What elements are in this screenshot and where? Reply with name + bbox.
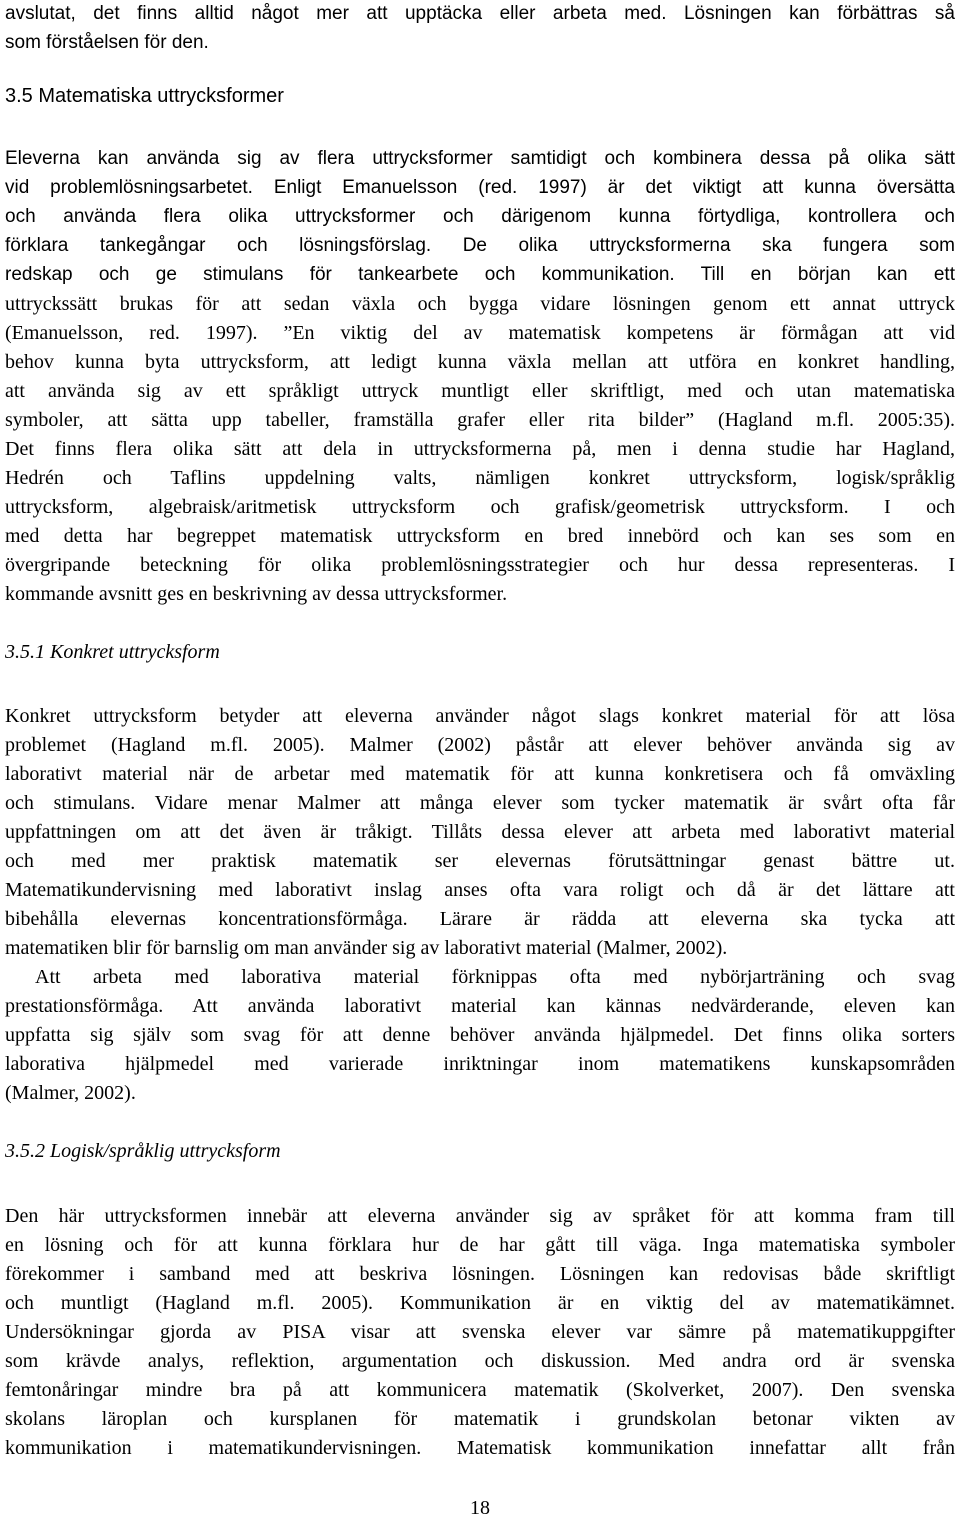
text-line: laborativt material när de arbetar med matematik för att kunna konkretisera och få omväxling xyxy=(5,763,955,785)
text-line: Matematikundervisning med laborativt inslag anses ofta vara roligt och då är det lättare att xyxy=(5,879,955,901)
text-line: uttrycksform, algebraisk/aritmetisk uttrycksform och grafisk/geometrisk uttrycksform. I och xyxy=(5,496,955,518)
text-line: avslutat, det finns alltid något mer att upptäcka eller arbeta med. Lösningen kan förbättras så xyxy=(5,3,955,24)
text-line: kommunikation i matematikundervisningen. Matematisk kommunikation innefattar allt från xyxy=(5,1437,955,1459)
text-line: att använda sig av ett språkligt uttryck muntligt eller skriftligt, med och utan matematiska xyxy=(5,380,955,402)
text-line: Den här uttrycksformen innebär att eleverna använder sig av språket för att komma fram till xyxy=(5,1205,955,1227)
subsection-heading: 3.5.1 Konkret uttrycksform xyxy=(5,641,220,663)
text-line: symboler, att sätta upp tabeller, framställa grafer eller rita bilder” (Hagland m.fl. 2005:35). xyxy=(5,409,955,431)
text-line: Undersökningar gjorda av PISA visar att svenska elever var sämre på matematikuppgifter xyxy=(5,1321,955,1343)
text-line: kommande avsnitt ges en beskrivning av dessa uttrycksformer. xyxy=(5,583,508,605)
text-line: och stimulans. Vidare menar Malmer att många elever som tycker matematik är svårt ofta får xyxy=(5,792,955,814)
text-line: prestationsförmåga. Att använda laborativt material kan kännas nedvärderande, eleven kan xyxy=(5,995,955,1017)
text-line: en lösning och för att kunna förklara hur de har gått till väga. Inga matematiska symboler xyxy=(5,1234,955,1256)
text-line: och använda flera olika uttrycksformer och därigenom kunna förtydliga, kontrollera och xyxy=(5,206,955,227)
text-line: redskap och ge stimulans för tankearbete och kommunikation. Till en början kan ett xyxy=(5,264,955,285)
text-line: problemet (Hagland m.fl. 2005). Malmer (2002) påstår att elever behöver använda sig av xyxy=(5,734,955,756)
text-line: uttryckssätt brukas för att sedan växla och bygga vidare lösningen genom ett annat uttryck xyxy=(5,293,955,315)
text-line: laborativa hjälpmedel med varierade inriktningar inom matematikens kunskapsområden xyxy=(5,1053,955,1075)
section-heading: 3.5 Matematiska uttrycksformer xyxy=(5,85,284,107)
text-line: uppfatta sig själv som svag för att denne behöver använda hjälpmedel. Det finns olika sorters xyxy=(5,1024,955,1046)
text-line: förklara tankegångar och lösningsförslag. De olika uttrycksformerna ska fungera som xyxy=(5,235,955,256)
text-line: Hedrén och Taflins uppdelning valts, nämligen konkret uttrycksform, logisk/språklig xyxy=(5,467,955,489)
text-line: Det finns flera olika sätt att dela in uttrycksformerna på, men i denna studie har Hagland, xyxy=(5,438,955,460)
text-line: femtonåringar mindre bra på att kommunicera matematik (Skolverket, 2007). Den svenska xyxy=(5,1379,955,1401)
text-line: förekommer i samband med att beskriva lösningen. Lösningen kan redovisas både skriftligt xyxy=(5,1263,955,1285)
text-line: uppfattningen om att det även är tråkigt. Tillåts dessa elever att arbeta med laborativt material xyxy=(5,821,955,843)
text-line: Att arbeta med laborativa material förknippas ofta med nybörjarträning och svag xyxy=(35,966,955,988)
text-line: med detta har begreppet matematisk uttrycksform en bred innebörd och kan ses som en xyxy=(5,525,955,547)
text-line: och med mer praktisk matematik ser elevernas förutsättningar genast bättre ut. xyxy=(5,850,955,872)
text-line: skolans läroplan och kursplanen för matematik i grundskolan betonar vikten av xyxy=(5,1408,955,1430)
text-line: (Malmer, 2002). xyxy=(5,1082,136,1104)
text-line: vid problemlösningsarbetet. Enligt Emanuelsson (red. 1997) är det viktigt att kunna översätta xyxy=(5,177,955,198)
text-line: övergripande beteckning för olika problemlösningsstrategier och hur dessa representeras. I xyxy=(5,554,955,576)
subsection-heading: 3.5.2 Logisk/språklig uttrycksform xyxy=(5,1140,281,1162)
page-number: 18 xyxy=(470,1497,490,1519)
text-line: Eleverna kan använda sig av flera uttrycksformer samtidigt och kombinera dessa på olika sätt xyxy=(5,148,955,169)
text-line: och muntligt (Hagland m.fl. 2005). Kommunikation är en viktig del av matematikämnet. xyxy=(5,1292,955,1314)
text-line: bibehålla elevernas koncentrationsförmåga. Lärare är rädda att eleverna ska tycka att xyxy=(5,908,955,930)
text-line: behov kunna byta uttrycksform, att ledigt kunna växla mellan att utföra en konkret handling, xyxy=(5,351,955,373)
text-line: som förståelsen för den. xyxy=(5,32,209,53)
text-line: Konkret uttrycksform betyder att eleverna använder något slags konkret material för att lösa xyxy=(5,705,955,727)
text-line: matematiken blir för barnslig om man använder sig av laborativt material (Malmer, 2002). xyxy=(5,937,728,959)
text-line: som krävde analys, reflektion, argumentation och diskussion. Med andra ord är svenska xyxy=(5,1350,955,1372)
text-line: (Emanuelsson, red. 1997). ”En viktig del av matematisk kompetens är förmågan att vid xyxy=(5,322,955,344)
